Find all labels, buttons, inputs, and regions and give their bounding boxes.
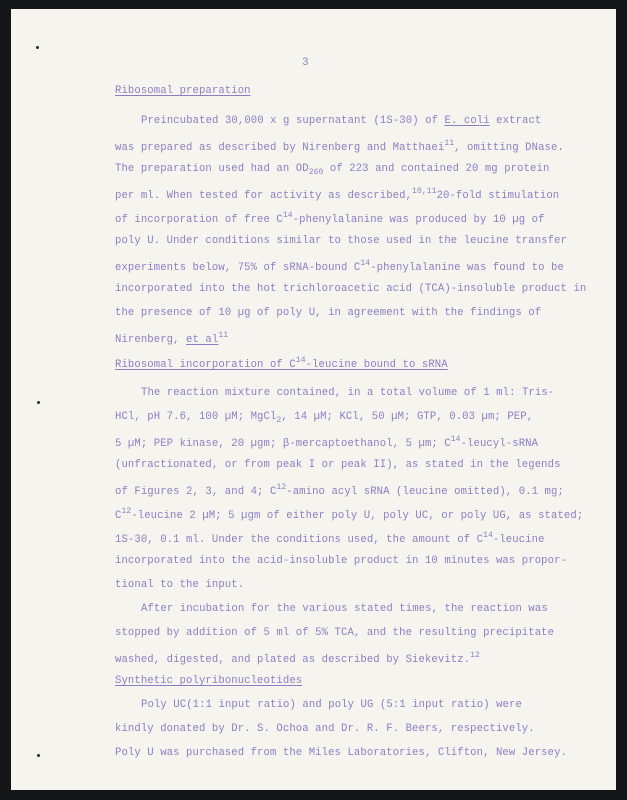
section-heading: Ribosomal preparation bbox=[115, 85, 251, 97]
text-line: washed, digested, and plated as described by Siekevitz.$^{12}$ bbox=[115, 651, 480, 666]
text-line: of Figures 2, 3, and 4; $C^{12}$-amino acyl sRNA (leucine omitted), 0.1 mg; bbox=[115, 483, 564, 498]
text-line: experiments below, 75% of sRNA-bound $C^{14}$-phenylalanine was found to be bbox=[115, 259, 564, 274]
text-line: Preincubated 30,000 x g supernatant (1S-30) of E. coli extract bbox=[141, 115, 542, 127]
punch-hole-mark bbox=[37, 754, 40, 757]
punch-hole-mark bbox=[37, 401, 40, 404]
text-line: incorporated into the acid-insoluble product in 10 minutes was propor- bbox=[115, 555, 568, 567]
page-number: 3 bbox=[302, 57, 309, 69]
text-line: Poly U was purchased from the Miles Laboratories, Clifton, New Jersey. bbox=[115, 747, 568, 759]
text-line: was prepared as described by Nirenberg and Matthaei$^{11}$, omitting DNase. bbox=[115, 139, 564, 154]
text-line: 5 µM; PEP kinase, 20 µgm; β-mercaptoethanol, 5 µm; $C^{14}-leucyl$-sRNA bbox=[115, 435, 539, 450]
text-line: (unfractionated, or from peak I or peak II), as stated in the legends bbox=[115, 459, 561, 471]
text-line: After incubation for the various stated times, the reaction was bbox=[141, 603, 548, 615]
text-line: $C^{12}$-leucine 2 µM; 5 µgm of either poly U, poly UC, or poly UG, as stated; bbox=[115, 507, 584, 522]
text-line: HCl, pH 7.6, 100 µM; MgCl$_2$, 14 µM; KCl, 50 µM; GTP, 0.03 µm; PEP, bbox=[115, 411, 534, 425]
section-heading: Synthetic polyribonucleotides bbox=[115, 675, 303, 687]
text-line: The reaction mixture contained, in a total volume of 1 ml: Tris- bbox=[141, 387, 555, 399]
text-line: Nirenberg, et $al^{11}$ bbox=[115, 331, 229, 346]
document-page bbox=[11, 9, 616, 790]
text-line: per ml. When tested for activity as described,$^{10,11}$20-fold stimulation bbox=[115, 187, 560, 202]
text-line: the presence of 10 µg of poly U, in agreement with the findings of bbox=[115, 307, 542, 319]
text-line: incorporated into the hot trichloroacetic acid (TCA)-insoluble product in bbox=[115, 283, 587, 295]
text-line: tional to the input. bbox=[115, 579, 245, 591]
text-line: stopped by addition of 5 ml of 5% TCA, and the resulting precipitate bbox=[115, 627, 555, 639]
text-line: The preparation used had an $OD_{260}$ of 223 and contained 20 mg protein bbox=[115, 163, 550, 177]
section-heading: Ribosomal incorporation of $C^{14}$-leucine bound to sRNA bbox=[115, 356, 448, 371]
text-line: of incorporation of free $C^{14}$-phenylalanine was produced by 10 µg of bbox=[115, 211, 545, 226]
text-line: kindly donated by Dr. S. Ochoa and Dr. R. F. Beers, respectively. bbox=[115, 723, 535, 735]
text-line: Poly UC(1:1 input ratio) and poly UG (5:1 input ratio) were bbox=[141, 699, 522, 711]
punch-hole-mark bbox=[36, 46, 39, 49]
text-line: poly U. Under conditions similar to those used in the leucine transfer bbox=[115, 235, 568, 247]
text-line: 1S-30, 0.1 ml. Under the conditions used, the amount of $C^{14}$-leucine bbox=[115, 531, 545, 546]
